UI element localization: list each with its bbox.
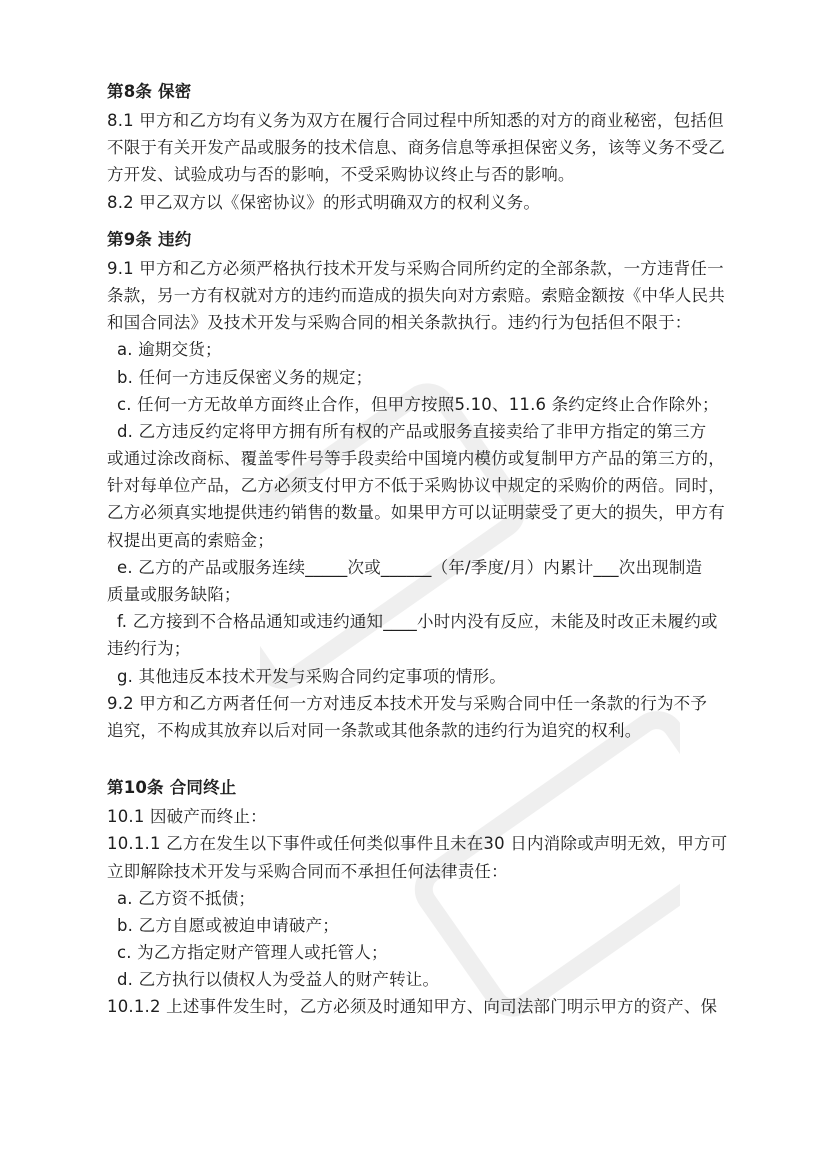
document-body	[107, 74, 727, 1021]
section-9-heading: 第9条 违约	[107, 229, 192, 249]
section-9-line: 或通过涂改商标、覆盖零件号等手段卖给中国境内模仿或复制甲方产品的第三方的，	[107, 449, 725, 469]
section-9-line: 权提出更高的索赔金；	[107, 530, 274, 550]
section-10-line: 立即解除技术开发与采购合同而不承担任何法律责任：	[107, 861, 508, 881]
section-8-line: 8.1 甲方和乙方均有义务为双方在履行合同过程中所知悉的对方的商业秘密，包括但	[107, 111, 724, 130]
section-10-list-item: b. 乙方自愿或被迫申请破产；	[117, 915, 339, 935]
section-9-line: 和国合同法》及技术开发与采购合同的相关条款执行。违约行为包括但不限于：	[107, 313, 692, 333]
section-9-line: 乙方必须真实地提供违约销售的数量。如果甲方可以证明蒙受了更大的损失，甲方有	[107, 503, 725, 523]
section-9-line: 质量或服务缺陷；	[107, 585, 241, 604]
section-9-list-item: d. 乙方违反约定将甲方拥有所有权的产品或服务直接卖给了非甲方指定的第三方	[117, 421, 707, 441]
section-9-list-item: f. 乙方接到不合格品通知或违约通知____小时内没有反应，未能及时改正未履约或	[117, 612, 718, 632]
section-9-list-item: c. 任何一方无故单方面终止合作，但甲方按照5.10、11.6 条约定终止合作除外；	[117, 394, 719, 414]
section-9-list-item: b. 任何一方违反保密义务的规定；	[117, 367, 373, 387]
section-10-heading: 第10条 合同终止	[107, 778, 237, 798]
section-9-line: 条款，另一方有权就对方的违约而造成的损失向对方索赔。索赔金额按《中华人民共	[107, 285, 725, 305]
section-10-list-item: c. 为乙方指定财产管理人或托管人；	[117, 943, 388, 963]
section-9-list-item: e. 乙方的产品或服务连续_____次或______（年/季度/月）内累计___次出现制造	[117, 557, 703, 577]
section-9-list-item: a. 逾期交货；	[117, 340, 222, 360]
section-10-line: 10.1.2 上述事件发生时，乙方必须及时通知甲方、向司法部门明示甲方的资产、保	[107, 997, 718, 1017]
section-9-line: 违约行为；	[107, 639, 191, 659]
section-9-list-item: g. 其他违反本技术开发与采购合同约定事项的情形。	[117, 666, 506, 686]
section-8-line: 不限于有关开发产品或服务的技术信息、商务信息等承担保密义务，该等义务不受乙	[107, 138, 725, 158]
section-8-line: 8.2 甲乙双方以《保密协议》的形式明确双方的权利义务。	[107, 192, 541, 212]
section-9-line: 追究，不构成其放弃以后对同一条款或其他条款的违约行为追究的权利。	[107, 720, 642, 740]
section-10-list-item: d. 乙方执行以债权人为受益人的财产转让。	[117, 970, 440, 990]
section-8-heading: 第8条 保密	[107, 82, 192, 101]
section-9-line: 针对每单位产品，乙方必须支付甲方不低于采购协议中规定的采购价的两倍。同时，	[107, 476, 725, 496]
section-10-line: 10.1 因破产而终止：	[107, 807, 267, 827]
section-9-line: 9.2 甲方和乙方两者任何一方对违反本技术开发与采购合同中任一条款的行为不予	[107, 693, 708, 713]
section-10-line: 10.1.1 乙方在发生以下事件或任何类似事件且未在30 日内消除或声明无效，甲方可	[107, 834, 728, 854]
section-8-line: 方开发、试验成功与否的影响，不受采购协议终止与否的影响。	[107, 165, 575, 185]
section-9-line: 9.1 甲方和乙方必须严格执行技术开发与采购合同所约定的全部条款，一方违背任一	[107, 258, 724, 278]
section-10-list-item: a. 乙方资不抵债；	[117, 888, 256, 908]
